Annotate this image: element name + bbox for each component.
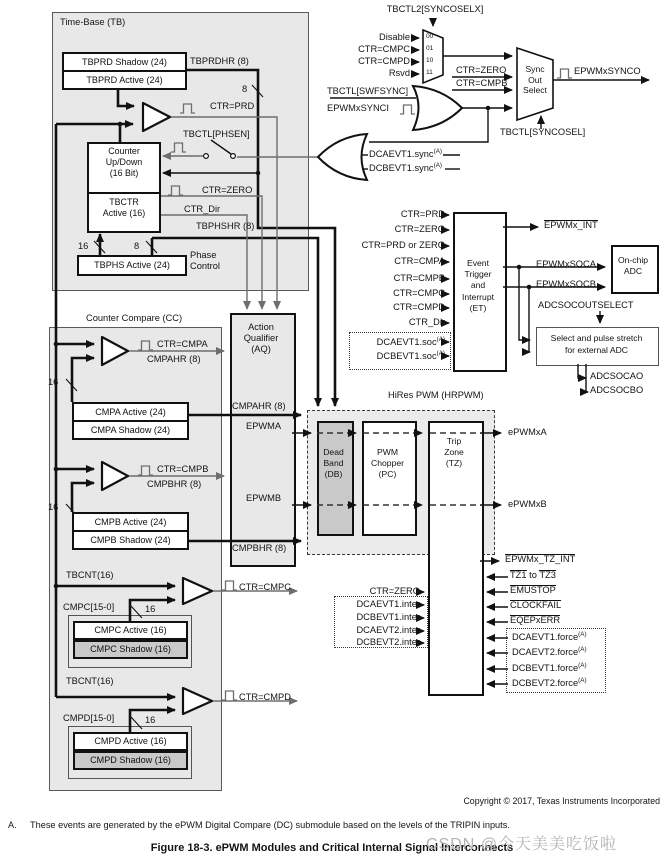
- et-input-dcaevt1-soc: DCAEVT1.soc$^{(A)}$: [376, 336, 445, 347]
- tbprd-registers: [62, 52, 187, 90]
- eqepxerr-label: EQEPxERR: [510, 615, 561, 625]
- counter-compare-title: Counter Compare (CC): [86, 313, 183, 323]
- ctr-cmpa-label: CTR=CMPA: [157, 339, 208, 349]
- et-input-ctr-cmpb: CTR=CMPB: [393, 273, 445, 283]
- sync-ctr-zero-label: CTR=ZERO: [456, 65, 507, 75]
- cmpc-comparator: [183, 578, 212, 604]
- adcsocoutselect-label: ADCSOCOUTSELECT: [538, 300, 634, 310]
- aq-cmpahr-port: CMPAHR (8): [232, 401, 286, 411]
- tbphs-register: TBPHS Active (24): [77, 255, 187, 276]
- phase-or-gate: [318, 134, 367, 180]
- phase-control-label: Phase Control: [190, 250, 220, 271]
- dead-band-label: Dead Band (DB): [323, 447, 344, 480]
- aq-epwmb-port: EPWMB: [246, 493, 282, 503]
- cmpa-width-16: 16: [48, 377, 59, 387]
- adcsocbo-label: ADCSOCBO: [590, 385, 644, 395]
- dcbevt1-sync-label: DCBEVT1.sync$^{(A)}$: [369, 162, 442, 173]
- dcbevt1-force-label: DCBEVT1.force$^{(A)}$: [512, 662, 587, 673]
- sync-ctr-cmpb-label: CTR=CMPB: [456, 78, 508, 88]
- cmpb-shadow-register: CMPB Shadow (24): [74, 530, 187, 548]
- sync-out-select-label: Sync Out Select: [523, 64, 547, 96]
- cmpb-width-16: 16: [48, 502, 59, 512]
- tz-ctr-zero-label: CTR=ZERO: [369, 586, 420, 596]
- figure-caption: Figure 18-3. ePWM Modules and Critical Internal Signal Interconnects: [150, 842, 514, 854]
- trip-zone-label: Trip Zone (TZ): [444, 436, 464, 469]
- cmpa-active-register: CMPA Active (24): [95, 407, 166, 417]
- dcaevt1-sync-label: DCAEVT1.sync$^{(A)}$: [369, 148, 442, 159]
- cmpd-shadow-register: CMPD Shadow (16): [73, 751, 188, 770]
- tbctl-syncosel-label: TBCTL[SYNCOSEL]: [500, 127, 586, 137]
- ctr-dir-label: CTR_Dir: [184, 204, 221, 214]
- et-input-dcbevt1-soc: DCBEVT1.soc$^{(A)}$: [376, 350, 445, 361]
- pulse-stretch-label: Select and pulse stretch for external ADC: [550, 333, 643, 355]
- time-base-title: Time-Base (TB): [60, 17, 126, 27]
- cmpd-width-16: 16: [145, 715, 156, 725]
- epwmxsynco-label: EPWMxSYNCO: [574, 66, 641, 76]
- epwmx-int-label: EPWMx_INT: [544, 220, 598, 230]
- tbprdhr-label: TBPRDHR (8): [190, 56, 249, 66]
- dcaevt2-force-label: DCAEVT2.force$^{(A)}$: [512, 646, 587, 657]
- tbprd-active-register: TBPRD Active (24): [64, 70, 185, 88]
- cmpd-active-register: CMPD Active (16): [73, 732, 188, 751]
- epwmxsoca-label: EPWMxSOCA: [536, 259, 596, 269]
- sync-or-gate: [413, 86, 462, 130]
- tbphshr-label: TBPHSHR (8): [196, 221, 255, 231]
- phsen-switch: [204, 140, 236, 158]
- dcbevt1-inter-label: DCBEVT1.inter: [356, 612, 420, 622]
- adcsocao-label: ADCSOCAO: [590, 371, 644, 381]
- cmpc-range-label: CMPC[15-0]: [63, 602, 115, 612]
- mux-input-ctr-cmpd: CTR=CMPD: [358, 56, 410, 66]
- et-input-ctr-cmpc: CTR=CMPC: [393, 288, 445, 298]
- cmpc-shadow-register: CMPC Shadow (16): [73, 640, 188, 659]
- mux-input-disable: Disable: [378, 32, 410, 42]
- dcaevt2-inter-label: DCAEVT2.inter: [356, 625, 420, 635]
- cmpc-width-16: 16: [145, 604, 156, 614]
- clockfail-label: CLOCKFAIL: [510, 600, 562, 610]
- epwmxsynci-label: EPWMxSYNCI: [327, 103, 389, 113]
- ctr-prd-label: CTR=PRD: [210, 101, 255, 111]
- copyright-text: Copyright © 2017, Texas Instruments Incorporated: [463, 796, 660, 806]
- tbcnt-label-2: TBCNT(16): [66, 676, 114, 686]
- epwmxsocb-label: EPWMxSOCB: [536, 279, 596, 289]
- et-input-ctr-cmpa: CTR=CMPA: [394, 256, 445, 266]
- counter-block: [87, 142, 161, 233]
- footnote-text: These events are generated by the ePWM Digital Compare (DC) submodule based on the levels of the TRIPIN inputs.: [30, 820, 510, 830]
- dcaevt1-inter-label: DCAEVT1.inter: [356, 599, 420, 609]
- onchip-adc-label: On-chip ADC: [617, 255, 649, 277]
- cmpa-comparator: [102, 337, 128, 365]
- et-input-ctr-prd: CTR=PRD: [400, 209, 445, 219]
- footnote-marker: A.: [8, 820, 17, 830]
- event-trigger-label: Event Trigger and Interrupt (ET): [461, 258, 494, 313]
- ctr-cmpc-label: CTR=CMPC: [239, 582, 291, 592]
- tbprd-shadow-register: TBPRD Shadow (24): [82, 57, 167, 67]
- cmpahr-label: CMPAHR (8): [147, 354, 201, 364]
- action-qualifier-title: Action Qualifier (AQ): [243, 322, 279, 354]
- epwmx-tz-int-label: EPWMx_TZ_INT: [505, 554, 576, 564]
- pwm-chopper-label: PWM Chopper (PC): [371, 447, 404, 480]
- cmpa-registers: [72, 402, 189, 440]
- csdn-watermark: CSDN @今天美美吃饭啦: [426, 836, 618, 853]
- cmpb-registers: [72, 512, 189, 550]
- ctr-cmpb-label: CTR=CMPB: [157, 464, 209, 474]
- cmpd-comparator: [183, 688, 212, 714]
- tbctr-active-cell: TBCTR Active (16): [89, 192, 159, 231]
- epwmxb-output-label: ePWMxB: [508, 499, 547, 509]
- tbctl-phsen-label: TBCTL[PHSEN]: [183, 129, 250, 139]
- mux-input-ctr-cmpc: CTR=CMPC: [358, 44, 410, 54]
- cmpbhr-label: CMPBHR (8): [147, 479, 202, 489]
- cmpb-active-register: CMPB Active (24): [94, 517, 167, 527]
- dcaevt1-force-label: DCAEVT1.force$^{(A)}$: [512, 631, 587, 642]
- et-input-ctr-cmpd: CTR=CMPD: [393, 302, 445, 312]
- aq-cmpbhr-port: CMPBHR (8): [232, 543, 287, 553]
- ctr-zero-label: CTR=ZERO: [202, 185, 253, 195]
- aq-epwma-port: EPWMA: [246, 421, 282, 431]
- cmpa-shadow-register: CMPA Shadow (24): [74, 420, 187, 438]
- mux-bit-10: 10: [426, 57, 434, 64]
- tb-comparator: [143, 103, 170, 131]
- tbprdhr-width: 8: [242, 84, 248, 94]
- mux-input-rsvd: Rsvd: [388, 68, 410, 78]
- dcbevt2-force-label: DCBEVT2.force$^{(A)}$: [512, 677, 587, 688]
- cmpd-range-label: CMPD[15-0]: [63, 713, 115, 723]
- tbcnt-label-1: TBCNT(16): [66, 570, 114, 580]
- hrpwm-title: HiRes PWM (HRPWM): [388, 390, 484, 400]
- mux-bit-11: 11: [426, 69, 433, 76]
- counter-updown-cell: Counter Up/Down (16 Bit): [105, 146, 143, 179]
- mux-bit-00: 00: [426, 33, 434, 40]
- tbphs-width-16: 16: [78, 241, 89, 251]
- et-input-ctr-dir: CTR_Dir: [408, 317, 445, 327]
- epwmxa-output-label: ePWMxA: [508, 427, 547, 437]
- et-input-ctr-zero: CTR=ZERO: [394, 224, 445, 234]
- emustop-label: EMUSTOP: [510, 585, 556, 595]
- swfsync-label: TBCTL[SWFSYNC]: [327, 86, 409, 96]
- dcbevt2-inter-label: DCBEVT2.inter: [356, 637, 420, 647]
- tbphs-width-8: 8: [134, 241, 140, 251]
- cmpc-active-register: CMPC Active (16): [73, 621, 188, 640]
- mux-bit-01: 01: [426, 45, 434, 52]
- et-input-ctr-prd-or-zero: CTR=PRD or ZERO: [361, 240, 445, 250]
- cmpb-comparator: [102, 462, 128, 490]
- tbctl2-syncoselx-label: TBCTL2[SYNCOSELX]: [386, 4, 484, 14]
- tz1-to-tz3-label: TZ1 to TZ3: [510, 570, 556, 580]
- ctr-cmpd-label: CTR=CMPD: [239, 692, 291, 702]
